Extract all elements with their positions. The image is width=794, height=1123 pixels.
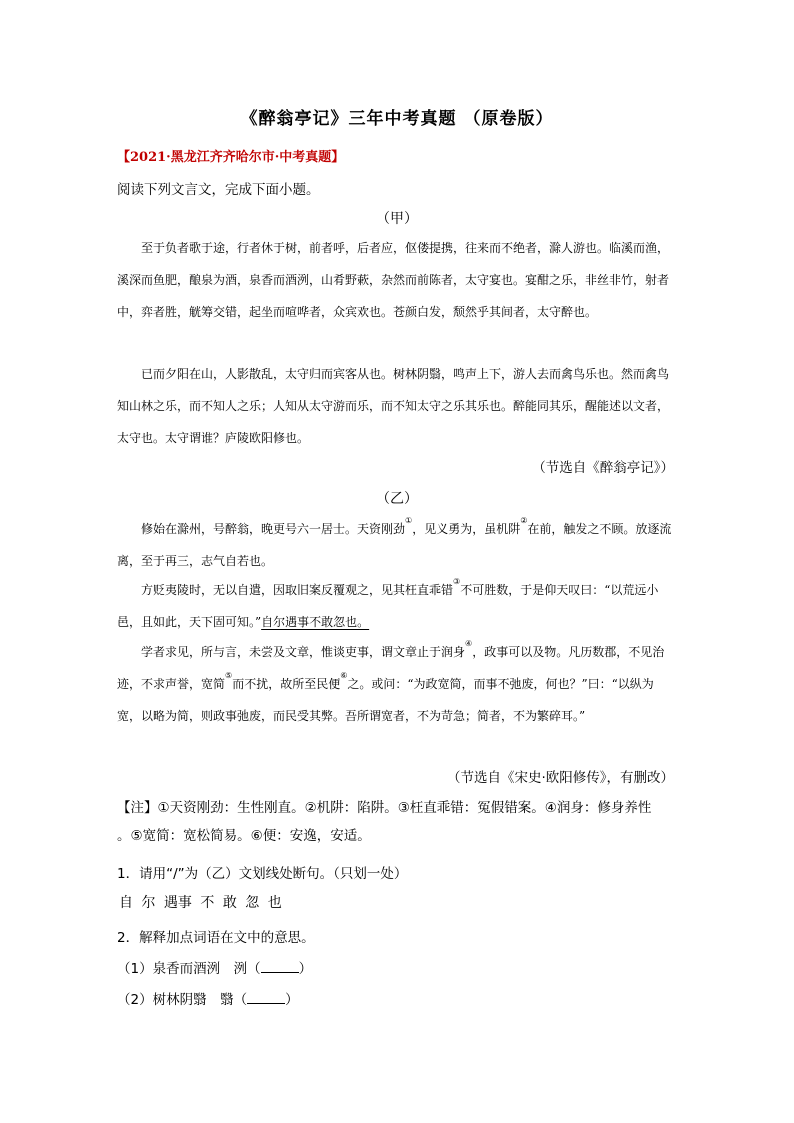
- split-char: 遇事: [163, 895, 192, 911]
- split-char: 敢: [222, 895, 237, 911]
- passage-jia-text-2: 已而夕阳在山，人影散乱，太守归而宾客从也。树林阴翳，鸣声上下，游人去而禽鸟乐也。然而禽鸟知山林之乐，而不知人之乐；人知从太守游而乐，而不知太守之乐其乐也。醉能同其乐，醒能述以文者，太守也。太守谓谁？庐陵欧阳修也。: [117, 367, 670, 445]
- item-text: （2）树林阴翳 翳（: [117, 992, 248, 1008]
- item-text: （1）泉香而酒洌 洌（: [117, 961, 261, 977]
- annotation-line-1: 【注】①天资刚劲：生性刚直。②机阱：陷阱。③枉直乖错：冤假错案。④润身：修身养性: [117, 800, 652, 816]
- split-char: 也: [267, 895, 282, 911]
- question-2-item-1: [117, 957, 312, 977]
- passage-yi-text: 而不扰，故所至民便: [232, 677, 341, 691]
- page-title: 《醉翁亭记》三年中考真题 （原卷版）: [240, 109, 554, 129]
- note-mark-3: ③: [453, 577, 461, 586]
- split-char: 不: [200, 895, 215, 911]
- question-2: 2．解释加点词语在文中的意思。: [117, 930, 315, 946]
- instruction-text: 阅读下列文言文，完成下面小题。: [117, 182, 320, 198]
- passage-yi-text: 不可胜数，于是仰天叹曰：“以荒远小邑，且如此，天下固可知。”: [117, 583, 659, 629]
- passage-yi-text: 学者求见，所与言，未尝及文章，惟谈吏事，谓文章止于润身: [141, 645, 466, 659]
- passage-yi-paragraph-2: [117, 574, 677, 638]
- underlined-sentence: 自尔遇事不敢忽也。: [261, 615, 370, 629]
- passage-yi-text: 修始在滁州，号醉翁，晚更号六一居士。天资刚劲: [141, 522, 406, 536]
- item-close: ）: [285, 992, 299, 1008]
- annotation-line-2: 。⑤宽简：宽松简易。⑥便：安逸，安适。: [117, 828, 371, 844]
- note-mark-5: ⑤: [225, 671, 233, 680]
- passage-jia-paragraph-1: [117, 232, 677, 328]
- passage-jia-citation: （节选自《醉翁亭记》）: [532, 460, 674, 476]
- passage-jia-heading: （甲）: [376, 211, 418, 227]
- passage-yi-citation: （节选自《宋史·欧阳修传》，有删改）: [446, 770, 674, 786]
- note-mark-2: ②: [520, 516, 528, 525]
- sentence-split-answer: [119, 892, 282, 912]
- note-mark-1: ①: [405, 516, 413, 525]
- annotation-notes: [117, 794, 677, 850]
- exam-source: 【2021·黑龙江齐齐哈尔市·中考真题】: [117, 150, 345, 165]
- passage-jia-text-1: 至于负者歌于途，行者休于树，前者呼，后者应，伛偻提携，往来而不绝者，滁人游也。临溪而渔，溪深而鱼肥，酿泉为酒，泉香而酒洌，山肴野蔌，杂然而前陈者，太守宴也。宴酣之乐，非丝非竹，射者中，弈者胜，觥筹交错，起坐而喧哗者，众宾欢也。苍颜白发，颓然乎其间者，太守醉也。: [117, 241, 670, 319]
- passage-yi-text: 在前，触发之不顾。放逐流离，至于再三，志气自若也。: [117, 522, 672, 568]
- passage-yi-paragraph-3: [117, 636, 677, 732]
- passage-jia-paragraph-2: [117, 358, 677, 454]
- note-mark-4: ④: [465, 639, 473, 648]
- passage-yi-text: ，政事可以及物。凡历数郡，不见治迹，不求声誉，宽简: [117, 645, 665, 691]
- split-char: 自: [119, 895, 133, 911]
- question-1: 1．请用“/”为（乙）文划线处断句。（只划一处）: [117, 866, 408, 882]
- note-mark-6: ⑥: [340, 671, 348, 680]
- passage-yi-text: 方贬夷陵时，无以自遣，因取旧案反覆观之，见其枉直乖错: [141, 583, 454, 597]
- answer-blank-1[interactable]: [261, 958, 299, 973]
- item-close: ）: [298, 961, 313, 977]
- question-2-item-2: [117, 988, 299, 1008]
- answer-blank-2[interactable]: [247, 989, 285, 1004]
- passage-yi-text: ，见义勇为，虽机阱: [412, 522, 521, 536]
- split-char: 尔: [141, 895, 156, 911]
- passage-yi-text: 之。或问：“为政宽简，而事不弛废，何也？”曰：“以纵为宽，以略为简，则政事弛废，而民受其弊。吾所谓宽者，不为苛急；简者，不为繁碎耳。”: [117, 677, 654, 723]
- passage-yi-paragraph-1: [117, 513, 677, 577]
- split-char: 忽: [245, 895, 260, 911]
- passage-yi-heading: （乙）: [376, 491, 418, 507]
